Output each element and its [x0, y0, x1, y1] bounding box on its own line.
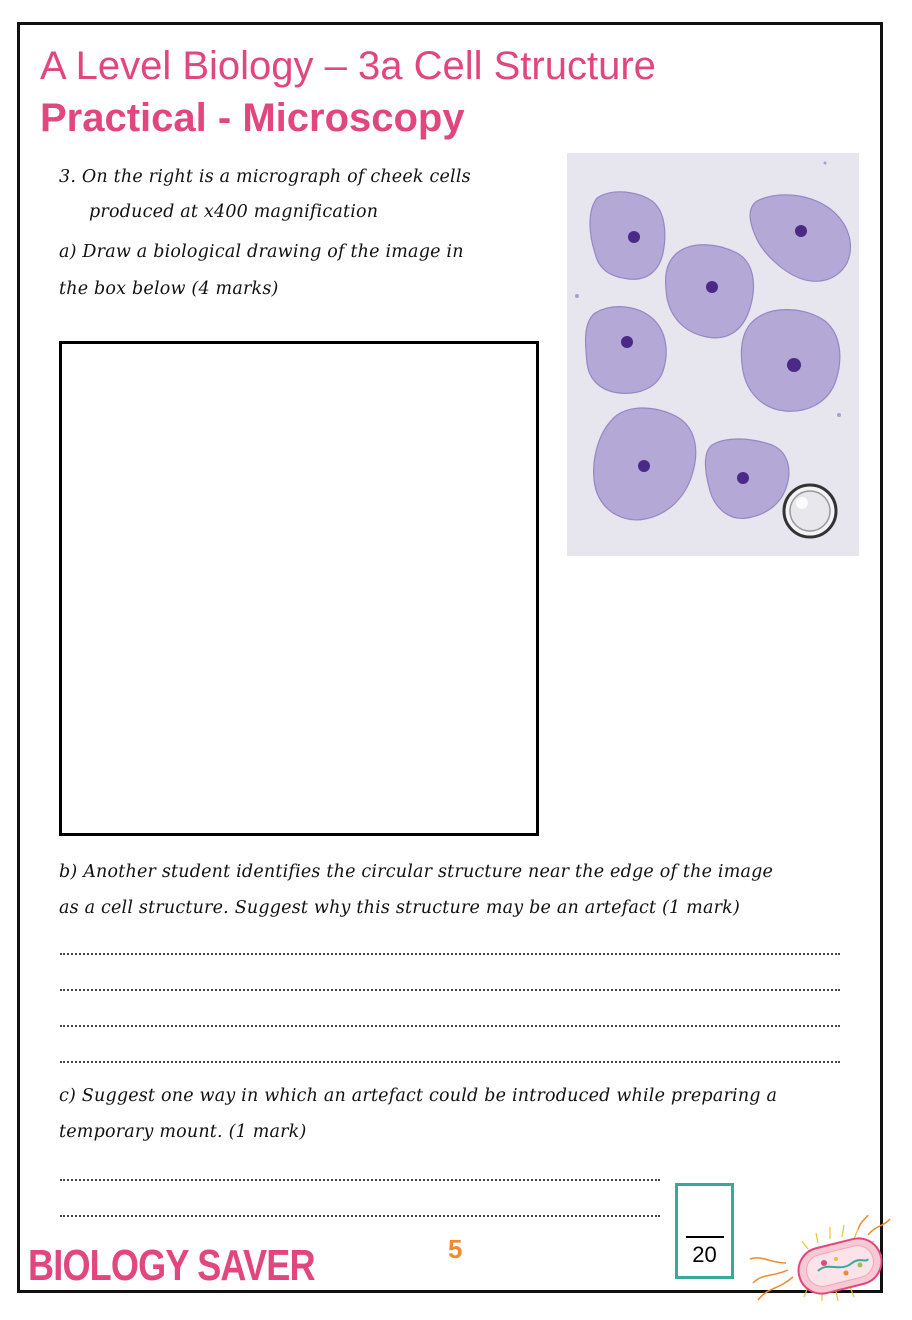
marks-total: 20 [692, 1242, 717, 1267]
question-3a-text: a) Draw a biological drawing of the image in [59, 242, 464, 262]
answer-line[interactable] [60, 1215, 660, 1217]
question-3-intro-cont: produced at x400 magnification [89, 202, 379, 222]
question-3c-text: c) Suggest one way in which an artefact could be introduced while preparing a [59, 1086, 778, 1106]
question-3a-text-cont: the box below (4 marks) [59, 279, 279, 299]
answer-line[interactable] [60, 953, 840, 955]
question-3c-text-cont: temporary mount. (1 mark) [59, 1122, 307, 1142]
page-title: A Level Biology – 3a Cell Structure [40, 44, 656, 88]
brand-logo: BIOLOGY SAVER [28, 1241, 315, 1290]
micrograph-image [567, 153, 859, 556]
marks-divider [686, 1236, 724, 1238]
answer-line[interactable] [60, 1025, 840, 1027]
question-3-intro: 3. On the right is a micrograph of cheek cells [59, 167, 471, 187]
answer-line[interactable] [60, 1061, 840, 1063]
drawing-answer-box[interactable] [59, 341, 539, 836]
page-subtitle: Practical - Microscopy [40, 96, 465, 140]
answer-line[interactable] [60, 1179, 660, 1181]
page-number: 5 [448, 1234, 463, 1264]
marks-box[interactable] [675, 1183, 734, 1279]
question-3b-text-cont: as a cell structure. Suggest why this structure may be an artefact (1 mark) [59, 898, 740, 918]
bacterium-icon [748, 1215, 898, 1305]
question-3b-text: b) Another student identifies the circular structure near the edge of the image [59, 862, 774, 882]
answer-line[interactable] [60, 989, 840, 991]
